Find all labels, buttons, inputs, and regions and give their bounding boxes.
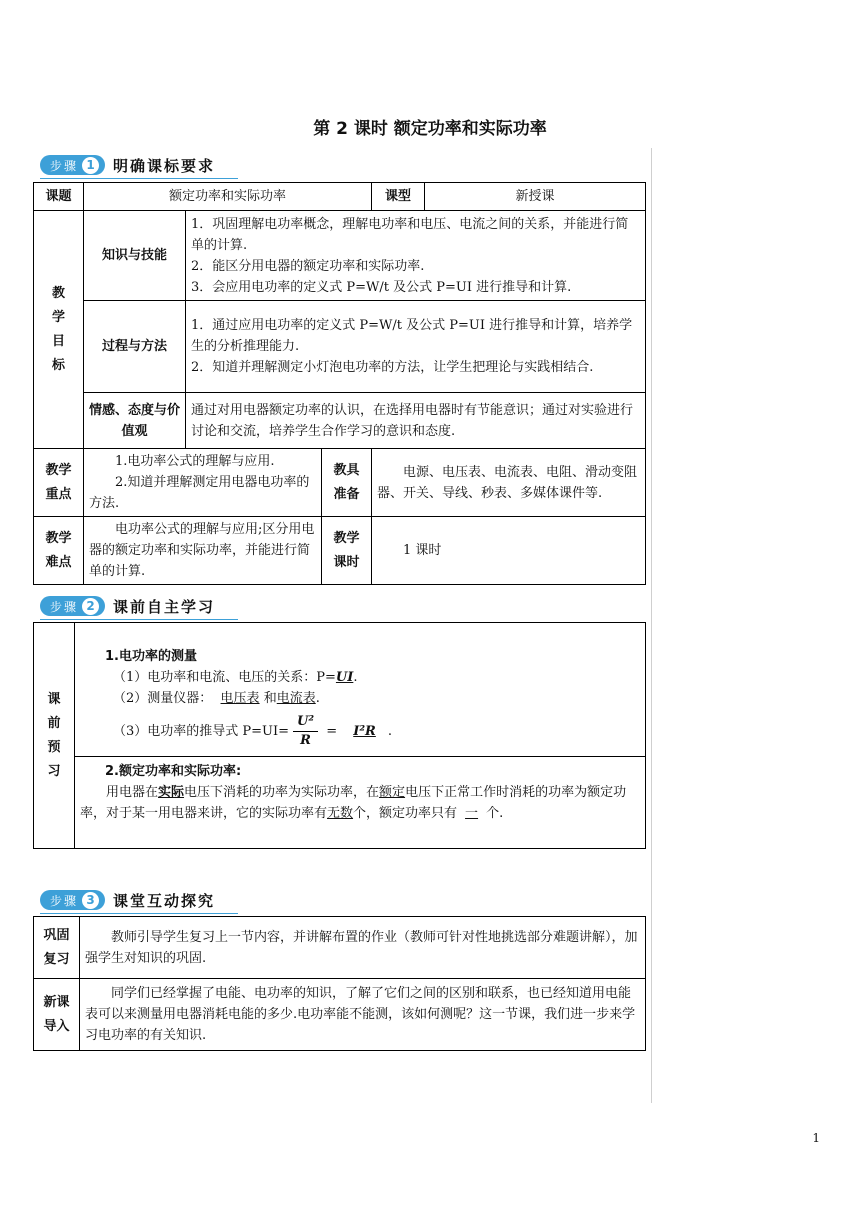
goal-label-process: 过程与方法 — [84, 301, 186, 393]
answer-ui: UI — [335, 669, 354, 685]
preview-label: 课前预习 — [34, 623, 75, 849]
step-number: 3 — [82, 892, 99, 909]
margin-line — [651, 148, 652, 1103]
answer-i2r: I²R — [353, 723, 376, 739]
answer-ammeter: 电流表 — [276, 690, 316, 706]
step-1-header — [40, 154, 215, 176]
topic-label: 课题 — [34, 183, 84, 211]
review-content: 教师引导学生复习上一节内容，并讲解布置的作业（教师可针对性地挑选部分难题讲解），加强学生对知识的巩固. — [80, 917, 646, 979]
type-label: 课型 — [372, 183, 425, 211]
difficulty-label: 教学难点 — [34, 517, 84, 585]
key-content: 1.电功率公式的理解与应用. 2.知道并理解测定用电器电功率的方法. — [84, 449, 322, 517]
step-3-header — [40, 889, 215, 911]
step-pill: 步骤 1 — [40, 155, 105, 175]
goal-label-attitude: 情感、态度与价值观 — [84, 393, 186, 449]
step-label: 课堂互动探究 — [113, 891, 216, 910]
section-title-rated: 2.额定功率和实际功率: — [105, 763, 242, 779]
tools-label: 教具准备 — [322, 449, 372, 517]
step-pill: 步骤 2 — [40, 596, 105, 616]
step-label: 课前自主学习 — [113, 597, 216, 616]
goal-label-knowledge: 知识与技能 — [84, 211, 186, 301]
section-title-measure: 1.电功率的测量 — [105, 648, 197, 664]
preview-content: 1.电功率的测量 （1）电功率和电流、电压的关系：P=UI. （2）测量仪器： 电压表 和电流表. （3）电功率的推导式 P=UI= $\frac{\text{U²}}{R}$ = I²R . 2.额定功率和实际功率: 用电器在实际电压下消耗的功率为实际功率，在额定电压下正常工作时消耗的功率为额定功率，对于某一用电器来讲，它的实际功率有无数个，额定功率只有 一 个. — [75, 623, 646, 849]
goal-content-knowledge: 1．巩固理解电功率概念，理解电功率和电压、电流之间的关系，并能进行简单的计算. 2．能区分用电器的额定功率和实际功率. 3．会应用电功率的定义式 P=W/t 及公式 P=UI 进行推导和计算. — [186, 211, 646, 301]
step-number: 1 — [82, 157, 99, 174]
page-number: 1 — [812, 1131, 820, 1145]
intro-label: 新课导入 — [34, 979, 80, 1051]
preview-table — [33, 622, 646, 849]
hours-value: 1 课时 — [372, 517, 646, 585]
tools-content: 电源、电压表、电流表、电阻、滑动变阻器、开关、导线、秒表、多媒体课件等. — [372, 449, 646, 517]
fraction-u2-over-r: $\frac{\text{U²}}{R}$ — [293, 713, 318, 750]
course-requirements-table — [33, 182, 646, 585]
goals-label: 教学目标 — [34, 211, 84, 449]
review-label: 巩固复习 — [34, 917, 80, 979]
step-number: 2 — [82, 598, 99, 615]
hours-label: 教学课时 — [322, 517, 372, 585]
answer-voltmeter: 电压表 — [220, 690, 260, 706]
step-pill: 步骤 3 — [40, 890, 105, 910]
goal-content-process: 1．通过应用电功率的定义式 P=W/t 及公式 P=UI 进行推导和计算，培养学生的分析推理能力. 2．知道并理解测定小灯泡电功率的方法，让学生把理论与实践相结合. — [186, 301, 646, 393]
key-label: 教学重点 — [34, 449, 84, 517]
step-2-header — [40, 595, 215, 617]
page-title: 第 2 课时 额定功率和实际功率 — [313, 119, 547, 139]
intro-content: 同学们已经掌握了电能、电功率的知识，了解了它们之间的区别和联系，也已经知道用电能表可以来测量用电器消耗电能的多少.电功率能不能测，该如何测呢？这一节课，我们进一步来学习电功率的有关知识. — [80, 979, 646, 1051]
goal-content-attitude: 通过对用电器额定功率的认识，在选择用电器时有节能意识；通过对实验进行讨论和交流，培养学生合作学习的意识和态度. — [186, 393, 646, 449]
rated-paragraph: 用电器在实际电压下消耗的功率为实际功率，在额定电压下正常工作时消耗的功率为额定功率，对于某一用电器来讲，它的实际功率有无数个，额定功率只有 一 个. — [80, 784, 627, 821]
difficulty-content: 电功率公式的理解与应用;区分用电器的额定功率和实际功率，并能进行简单的计算. — [84, 517, 322, 585]
type-value: 新授课 — [425, 183, 646, 211]
classroom-table — [33, 916, 646, 1051]
topic-value: 额定功率和实际功率 — [84, 183, 372, 211]
step-label: 明确课标要求 — [113, 156, 216, 175]
